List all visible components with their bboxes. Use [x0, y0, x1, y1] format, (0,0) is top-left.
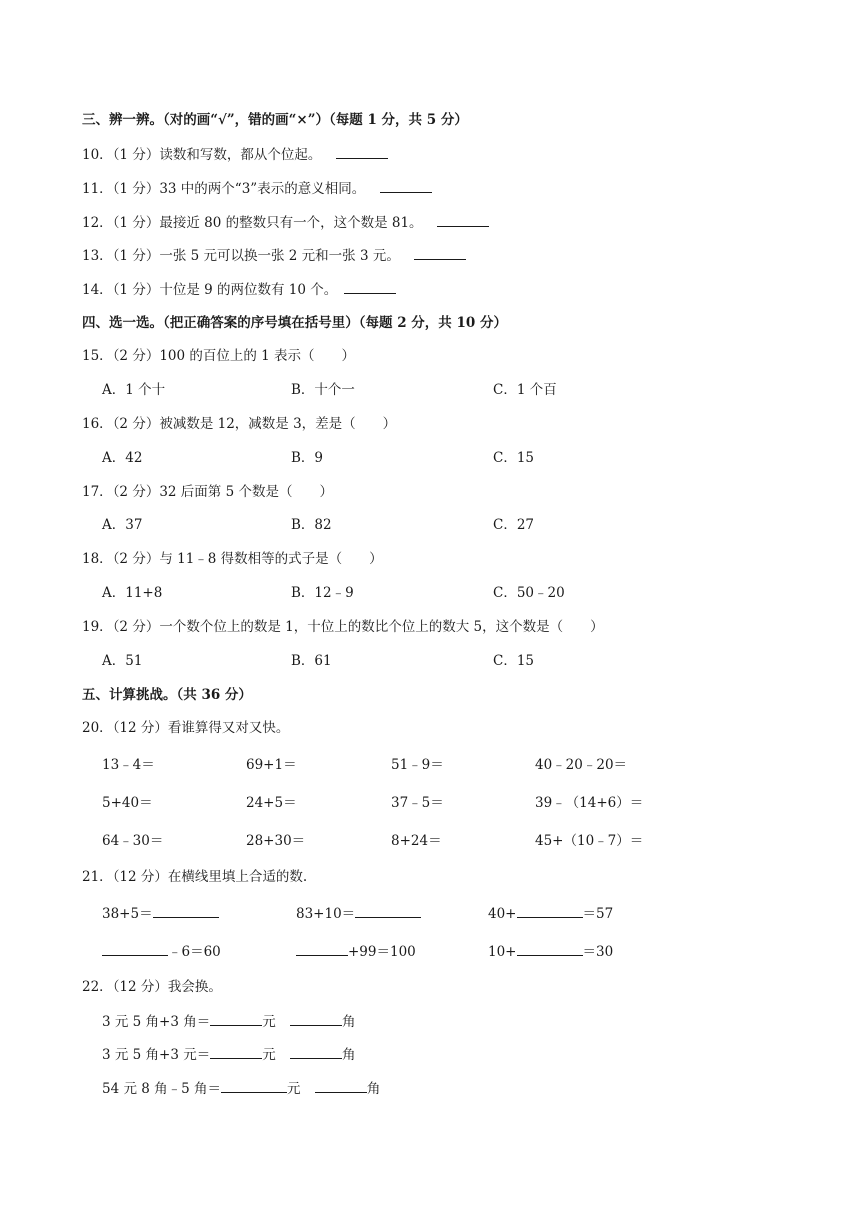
option-a[interactable]: A．1 个十 — [102, 382, 166, 398]
question-22: 22．（12 分）我会换。 — [82, 979, 222, 995]
option-a[interactable]: A．51 — [102, 653, 143, 669]
calc-item: 5+40＝ — [102, 795, 153, 811]
question-12: 12．（1 分）最接近 80 的整数只有一个，这个数是 81。 — [82, 213, 489, 232]
section-heading-3: 三、辨一辨。（对的画“√”，错的画“×”）（每题 1 分，共 5 分） — [82, 112, 468, 128]
option-b[interactable]: B．82 — [291, 517, 332, 533]
fill-item: 10+ ＝30 — [488, 944, 614, 960]
question-20: 20．（12 分）看谁算得又对又快。 — [82, 720, 290, 736]
fill-item: 40+ ＝57 — [488, 906, 614, 922]
question-16: 16．（2 分）被减数是 12，减数是 3，差是（ ） — [82, 416, 397, 432]
question-15: 15．（2 分）100 的百位上的 1 表示（ ） — [82, 348, 356, 364]
section-heading-5: 五、计算挑战。（共 36 分） — [82, 687, 252, 703]
answer-blank[interactable] — [210, 1045, 262, 1059]
question-21: 21．（12 分）在横线里填上合适的数. — [82, 869, 308, 885]
calc-item: 45+（10﹣7）＝ — [535, 833, 644, 849]
answer-blank[interactable] — [380, 179, 432, 193]
answer-blank[interactable] — [517, 904, 583, 918]
option-b[interactable]: B．十个一 — [291, 382, 355, 398]
answer-blank[interactable] — [296, 942, 348, 956]
answer-blank[interactable] — [221, 1079, 287, 1093]
question-14: 14．（1 分）十位是 9 的两位数有 10 个。 — [82, 280, 396, 299]
calc-item: 28+30＝ — [246, 833, 306, 849]
calc-item: 40﹣20﹣20＝ — [535, 757, 628, 773]
answer-blank[interactable] — [210, 1012, 262, 1026]
exchange-item: 54 元 8 角﹣5 角＝ 元 角 — [102, 1081, 381, 1097]
question-10: 10．（1 分）读数和写数，都从个位起。 — [82, 145, 388, 164]
calc-item: 24+5＝ — [246, 795, 297, 811]
calc-item: 69+1＝ — [246, 757, 297, 773]
calc-item: 13﹣4＝ — [102, 757, 155, 773]
calc-item: 39﹣（14+6）＝ — [535, 795, 644, 811]
question-17: 17．（2 分）32 后面第 5 个数是（ ） — [82, 484, 333, 500]
question-18: 18．（2 分）与 11﹣8 得数相等的式子是（ ） — [82, 551, 383, 567]
calc-item: 37﹣5＝ — [391, 795, 444, 811]
answer-blank[interactable] — [414, 246, 466, 260]
option-c[interactable]: C．1 个百 — [493, 382, 557, 398]
answer-blank[interactable] — [102, 942, 168, 956]
answer-blank[interactable] — [437, 213, 489, 227]
answer-blank[interactable] — [517, 942, 583, 956]
option-a[interactable]: A．37 — [102, 517, 143, 533]
answer-blank[interactable] — [290, 1045, 342, 1059]
option-b[interactable]: B．12﹣9 — [291, 585, 354, 601]
calc-item: 51﹣9＝ — [391, 757, 444, 773]
fill-item: ﹣6＝60 — [102, 942, 221, 961]
option-c[interactable]: C．15 — [493, 450, 535, 466]
fill-item: 83+10＝ — [296, 904, 421, 923]
question-19: 19．（2 分）一个数个位上的数是 1，十位上的数比个位上的数大 5，这个数是（ ） — [82, 619, 604, 635]
option-c[interactable]: C．15 — [493, 653, 535, 669]
exchange-item: 3 元 5 角+3 元＝ 元 角 — [102, 1047, 356, 1063]
exchange-item: 3 元 5 角+3 角＝ 元 角 — [102, 1014, 356, 1030]
option-a[interactable]: A．11+8 — [102, 585, 163, 601]
calc-item: 8+24＝ — [391, 833, 442, 849]
answer-blank[interactable] — [290, 1012, 342, 1026]
option-b[interactable]: B．61 — [291, 653, 332, 669]
answer-blank[interactable] — [153, 904, 219, 918]
option-c[interactable]: C．27 — [493, 517, 535, 533]
calc-item: 64﹣30＝ — [102, 833, 164, 849]
question-13: 13．（1 分）一张 5 元可以换一张 2 元和一张 3 元。 — [82, 246, 466, 265]
answer-blank[interactable] — [315, 1079, 367, 1093]
option-b[interactable]: B．9 — [291, 450, 324, 466]
answer-blank[interactable] — [355, 904, 421, 918]
question-11: 11．（1 分）33 中的两个“3”表示的意义相同。 — [82, 179, 432, 198]
option-a[interactable]: A．42 — [102, 450, 143, 466]
fill-item: 38+5＝ — [102, 904, 219, 923]
section-heading-4: 四、选一选。（把正确答案的序号填在括号里）（每题 2 分，共 10 分） — [82, 315, 507, 331]
option-c[interactable]: C．50﹣20 — [493, 585, 565, 601]
answer-blank[interactable] — [344, 280, 396, 294]
answer-blank[interactable] — [336, 145, 388, 159]
fill-item: +99＝100 — [296, 942, 416, 961]
